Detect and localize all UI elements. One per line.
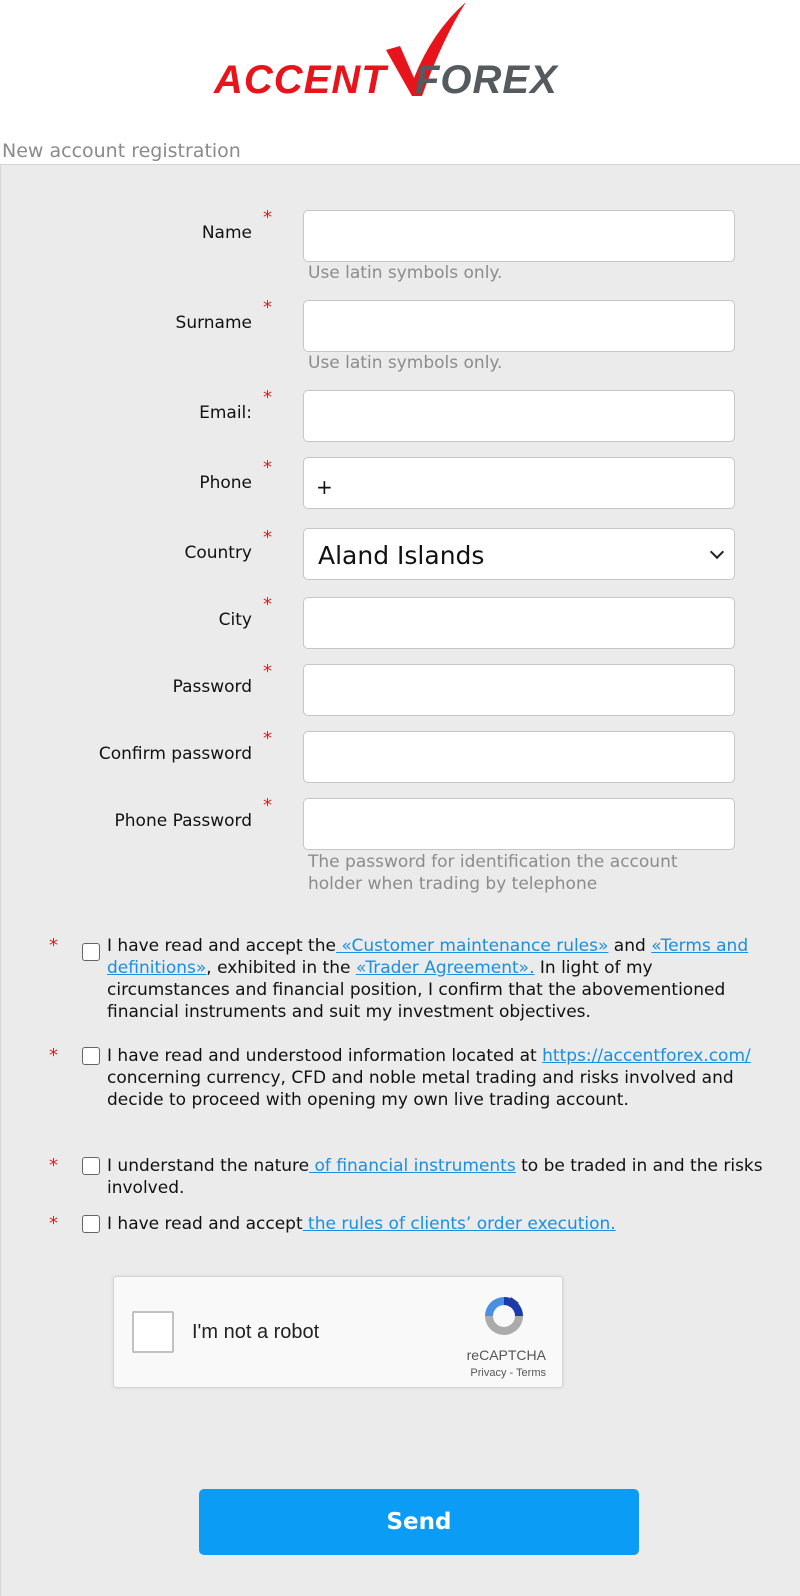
country-select[interactable] bbox=[303, 528, 735, 580]
required-mark: * bbox=[49, 1045, 58, 1066]
city-input[interactable] bbox=[303, 597, 735, 649]
recaptcha-links: Privacy - Terms bbox=[470, 1367, 546, 1379]
recaptcha-checkbox[interactable] bbox=[132, 1311, 174, 1353]
required-mark: * bbox=[263, 661, 272, 682]
agreement-text: I understand the nature of financial instruments to be traded in and the risks involved. bbox=[107, 1156, 763, 1198]
phone-password-label: Phone Password bbox=[114, 811, 252, 831]
surname-input[interactable] bbox=[303, 300, 735, 352]
country-label: Country bbox=[184, 543, 252, 563]
phone-input[interactable] bbox=[303, 457, 735, 509]
required-mark: * bbox=[263, 594, 272, 615]
recaptcha-privacy-link[interactable]: Privacy bbox=[470, 1367, 507, 1379]
city-label: City bbox=[218, 610, 252, 630]
agreement-text: I have read and understood information located at https://accentforex.com/ concerning currency, CFD and noble metal trading and risks involved and decide to proceed with opening my own live trading account. bbox=[107, 1046, 751, 1110]
order-execution-rules-link[interactable]: the rules of clients’ order execution. bbox=[302, 1214, 616, 1234]
logo-word-forex: FOREX bbox=[415, 58, 558, 102]
agreement-checkbox[interactable] bbox=[82, 1215, 100, 1233]
email-label: Email: bbox=[199, 403, 252, 423]
recaptcha-logo-icon bbox=[481, 1293, 527, 1339]
required-mark: * bbox=[263, 457, 272, 478]
confirm-password-label: Confirm password bbox=[98, 744, 252, 764]
chevron-down-icon bbox=[710, 545, 724, 559]
email-input[interactable] bbox=[303, 390, 735, 442]
password-input[interactable] bbox=[303, 664, 735, 716]
password-label: Password bbox=[172, 677, 252, 697]
name-label: Name bbox=[201, 223, 252, 243]
accent-forex-logo bbox=[214, 0, 586, 100]
recaptcha-label: I'm not a robot bbox=[192, 1321, 320, 1343]
agreement-checkbox[interactable] bbox=[82, 1157, 100, 1175]
agreement-text: I have read and accept the «Customer maintenance rules» and «Terms and definitions», exhibited in the «Trader Agreement». In light of my circumstances and financial position, I confirm that the abovementioned financial instruments and suit my investment objectives. bbox=[107, 936, 749, 1022]
surname-hint: Use latin symbols only. bbox=[308, 353, 503, 373]
phone-password-hint: The password for identification the account holder when trading by telephone bbox=[308, 852, 678, 894]
country-selected-value: Aland Islands bbox=[318, 541, 485, 570]
recaptcha-terms-link[interactable]: Terms bbox=[516, 1367, 546, 1379]
terms-and-definitions-link[interactable]: «Terms and definitions» bbox=[107, 936, 749, 978]
required-mark: * bbox=[263, 207, 272, 228]
accentforex-website-link[interactable]: https://accentforex.com/ bbox=[542, 1046, 751, 1066]
agreement-text: I have read and accept the rules of clients’ order execution. bbox=[107, 1214, 616, 1234]
phone-password-input[interactable] bbox=[303, 798, 735, 850]
required-mark: * bbox=[263, 297, 272, 318]
recaptcha-widget bbox=[113, 1276, 563, 1388]
name-input[interactable] bbox=[303, 210, 735, 262]
financial-instruments-link[interactable]: of financial instruments bbox=[309, 1156, 516, 1176]
agreement-checkbox[interactable] bbox=[82, 943, 100, 961]
required-mark: * bbox=[49, 1213, 58, 1234]
surname-label: Surname bbox=[175, 313, 252, 333]
required-mark: * bbox=[263, 527, 272, 548]
agreement-checkbox[interactable] bbox=[82, 1047, 100, 1065]
confirm-password-input[interactable] bbox=[303, 731, 735, 783]
required-mark: * bbox=[263, 795, 272, 816]
page-title: New account registration bbox=[2, 140, 241, 162]
required-mark: * bbox=[49, 1155, 58, 1176]
recaptcha-brand: reCAPTCHA bbox=[466, 1347, 546, 1363]
required-mark: * bbox=[263, 728, 272, 749]
phone-label: Phone bbox=[199, 473, 252, 493]
trader-agreement-link[interactable]: «Trader Agreement». bbox=[355, 958, 535, 978]
send-button[interactable]: Send bbox=[199, 1489, 639, 1555]
required-mark: * bbox=[263, 387, 272, 408]
customer-maintenance-rules-link[interactable]: «Customer maintenance rules» bbox=[335, 936, 609, 956]
logo-word-accent: ACCENT bbox=[214, 58, 387, 102]
name-hint: Use latin symbols only. bbox=[308, 263, 503, 283]
required-mark: * bbox=[49, 935, 58, 956]
